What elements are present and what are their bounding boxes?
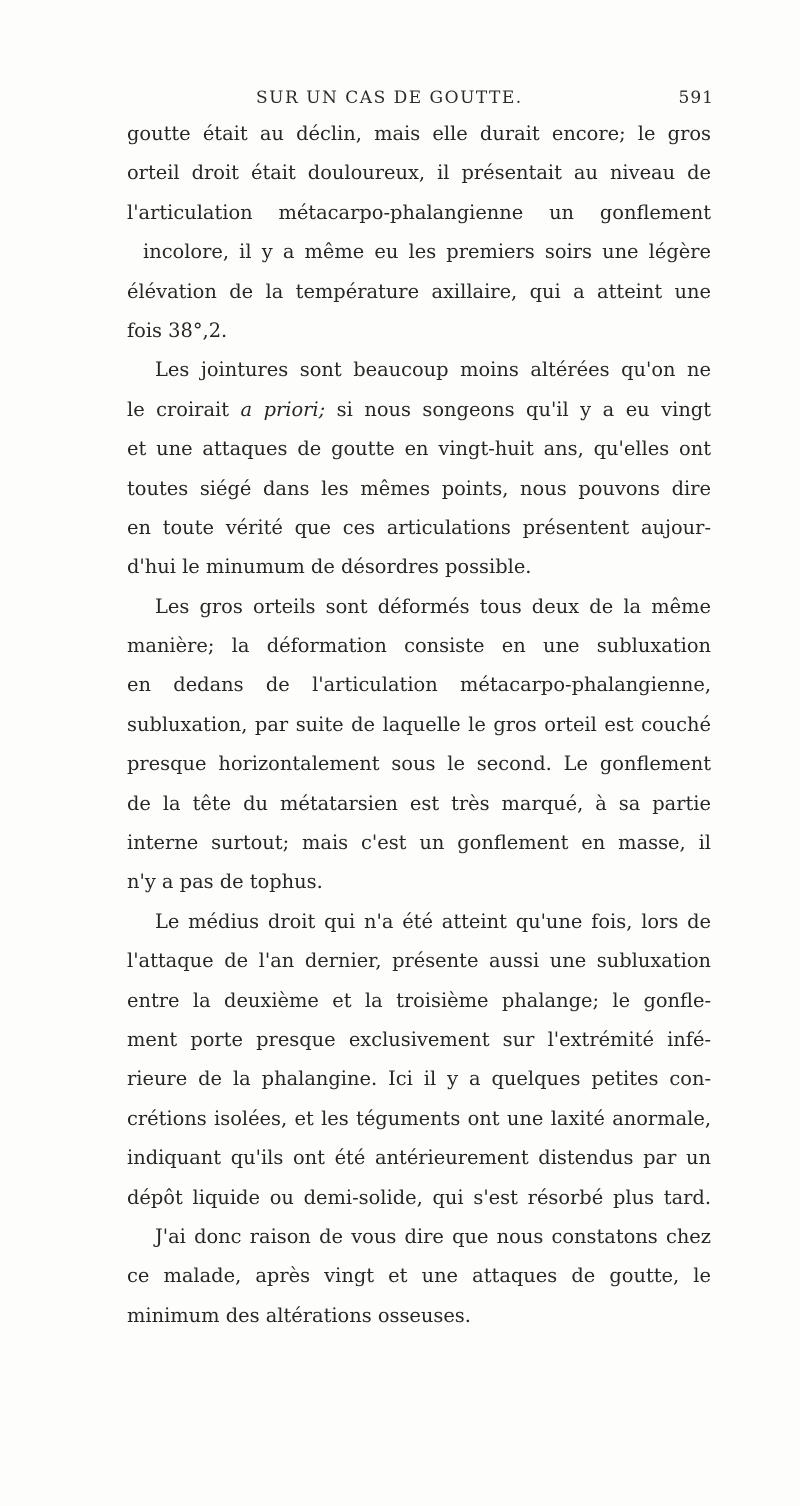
paragraph-start: Les gros orteils sont déformés tous deux de la même <box>155 594 711 618</box>
text-line: dépôt liquide ou demi-solide, qui s'est résorbé plus tard. <box>127 1185 711 1209</box>
text-line: l'attaque de l'an dernier, présente aussi une subluxation <box>127 949 711 973</box>
body-text <box>127 114 711 1335</box>
text-line: ment porte presque exclusivement sur l'extrémité infé- <box>127 1027 711 1051</box>
text-line: minimum des altérations osseuses. <box>127 1303 471 1327</box>
text-line: d'hui le minumum de désordres possible. <box>127 555 532 579</box>
text-line: orteil droit était douloureux, il présentait au niveau de <box>127 161 711 185</box>
text-line: rieure de la phalangine. Ici il y a quelques petites con- <box>127 1067 711 1091</box>
text-line: subluxation, par suite de laquelle le gros orteil est couché <box>127 712 711 736</box>
running-head <box>0 88 800 112</box>
page-number: 591 <box>678 88 714 108</box>
running-title: SUR UN CAS DE GOUTTE. <box>256 88 523 108</box>
text-line: interne surtout; mais c'est un gonflement en masse, il <box>127 831 711 855</box>
text-line: en dedans de l'articulation métacarpo-phalangienne, <box>127 673 711 697</box>
text-line: crétions isolées, et les téguments ont une laxité anormale, <box>127 1106 711 1130</box>
text-line: élévation de la température axillaire, qui a atteint une <box>127 279 711 303</box>
text-line: toutes siégé dans les mêmes points, nous pouvons dire <box>127 476 711 500</box>
text-line <box>127 390 711 429</box>
text-line: goutte était au déclin, mais elle durait encore; le gros <box>127 122 711 145</box>
paragraph-start: Le médius droit qui n'a été atteint qu'une fois, lors de <box>155 909 711 933</box>
paragraph-start: Les jointures sont beaucoup moins altérées qu'on ne <box>155 358 711 382</box>
text-line: l'articulation métacarpo-phalangienne un gonflement <box>127 200 711 224</box>
text-line: en toute vérité que ces articulations présentent aujour- <box>127 515 711 539</box>
italic-phrase: a priori; <box>240 397 326 421</box>
paragraph-start: J'ai donc raison de vous dire que nous constatons chez <box>155 1224 711 1248</box>
text-line: de la tête du métatarsien est très marqué, à sa partie <box>127 791 711 815</box>
text-line: manière; la déformation consiste en une subluxation <box>127 634 711 658</box>
text-fragment: si nous songeons qu'il y a eu vingt <box>336 397 712 421</box>
text-line: indiquant qu'ils ont été antérieurement distendus par un <box>127 1146 711 1170</box>
text-line: incolore, il y a même eu les premiers soirs une légère <box>143 240 711 264</box>
text-line: n'y a pas de tophus. <box>127 870 323 894</box>
text-line: entre la deuxième et la troisième phalange; le gonfle- <box>127 988 711 1012</box>
text-line: fois 38°,2. <box>127 318 228 342</box>
text-fragment: le croirait <box>127 397 230 421</box>
text-line: presque horizontalement sous le second. Le gonflement <box>127 752 711 776</box>
text-line: ce malade, après vingt et une attaques de goutte, le <box>127 1264 711 1288</box>
text-line: et une attaques de goutte en vingt-huit ans, qu'elles ont <box>127 437 711 461</box>
